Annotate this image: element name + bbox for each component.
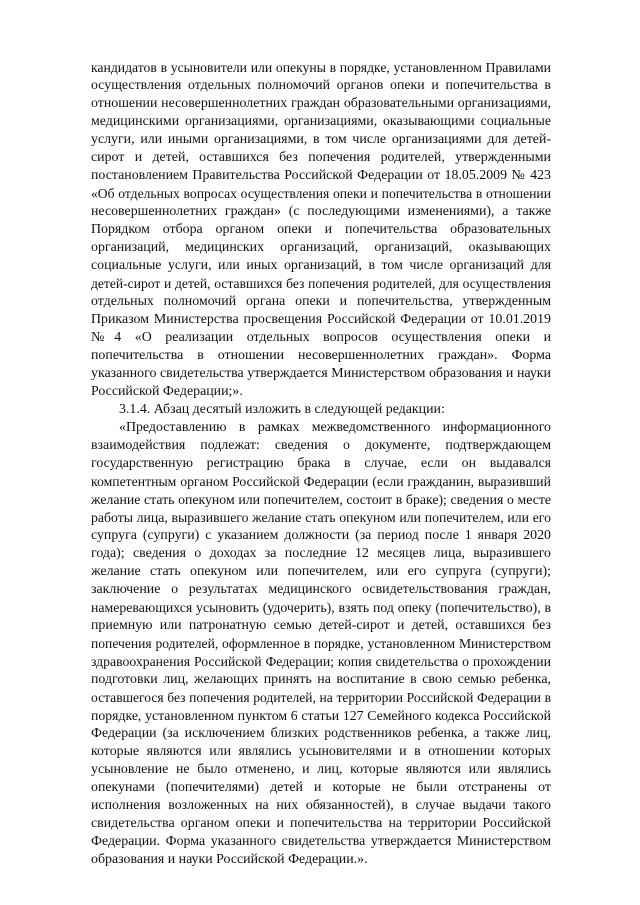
text-line: подготовки лиц, желающих принять на воспитание в свою семью ребенка, — [91, 672, 551, 687]
text-line: «Об отдельных вопросах осуществления опеки и попечительства в отношении — [91, 186, 551, 201]
text-line: образования и науки Российской Федерации.». — [91, 852, 368, 867]
text-line: детей-сирот и детей, оставшихся без попечения родителей, для осуществления — [91, 276, 551, 291]
text-line: сирот и детей, оставшихся без попечения родителей, утвержденными — [91, 150, 551, 165]
text-line: Федерации. Форма указанного свидетельства утверждается Министерством — [91, 834, 551, 849]
text-line: государственную регистрацию брака в случае, если он выдавался — [91, 456, 551, 471]
text-line: заключение о результатах медицинского освидетельствования граждан, — [91, 582, 551, 597]
text-line: опекунами (попечителями) детей и которые не были отстранены от — [91, 780, 551, 795]
text-line: супруга (супруги) с указанием должности (за период после 1 января 2020 — [91, 528, 551, 543]
text-line: намеревающихся усыновить (удочерить), взять под опеку (попечительство), в — [91, 600, 551, 615]
text-line: социальные услуги, или иных организаций, в том числе организаций для — [91, 258, 551, 273]
text-line: отдельных полномочий органа опеки и попечительства, утвержденным — [91, 294, 551, 309]
text-line: работы лица, выразившего желание стать опекуном или попечителем, или его — [91, 510, 551, 525]
text-line: взаимодействия подлежат: сведения о документе, подтверждающем — [91, 438, 551, 453]
text-line: компетентным органом Российской Федерации (если гражданин, выразивший — [91, 474, 551, 489]
text-line: Российской Федерации;». — [91, 384, 243, 399]
paragraph-new-wording — [91, 419, 551, 869]
text-line: «Предоставлению в рамках межведомственного информационного — [119, 420, 551, 435]
text-line: Приказом Министерства просвещения Российской Федерации от 10.01.2019 — [91, 312, 551, 327]
text-line: попечения родителей, оформленное в порядке, установленном Министерством — [91, 636, 551, 651]
text-line: года); сведения о доходах за последние 12 месяцев лица, выразившего — [91, 546, 551, 561]
amendment-heading — [91, 401, 551, 419]
section-heading: 3.1.4. Абзац десятый изложить в следующей редакции: — [119, 402, 445, 417]
text-line: исполнения возложенных на них обязанностей), в случае выдачи такого — [91, 798, 551, 813]
text-line: постановлением Правительства Российской Федерации от 18.05.2009 № 423 — [91, 168, 551, 183]
text-line: порядке, установленном пунктом 6 статьи 127 Семейного кодекса Российской — [91, 708, 551, 723]
text-line: попечительства в отношении несовершеннолетних граждан». Форма — [91, 348, 551, 363]
text-line: желание стать опекуном или попечителем, состоит в браке); сведения о месте — [91, 492, 551, 507]
text-line: которые являются или являлись усыновителями и в отношении которых — [91, 744, 551, 759]
text-line: здравоохранения Российской Федерации; копия свидетельства о прохождении — [91, 654, 551, 669]
text-line: осуществления отдельных полномочий органов опеки и попечительства в — [91, 78, 551, 93]
text-line: приемную или патронатную семью детей-сирот и детей, оставшихся без — [91, 618, 551, 633]
text-line: усыновление не было отменено, и лиц, которые являются или являлись — [91, 762, 551, 777]
text-line: услуги, или иными организациями, в том числе организациями для детей- — [91, 132, 551, 147]
text-line: №4 «О реализации отдельных вопросов осуществления опеки и — [91, 330, 551, 345]
text-line: кандидатов в усыновители или опекуны в порядке, установленном Правилами — [91, 60, 551, 75]
text-line: свидетельства органом опеки и попечительства на территории Российской — [91, 816, 551, 831]
text-line: отношении несовершеннолетних граждан образовательными организациями, — [91, 96, 551, 111]
text-line: Порядком отбора органом опеки и попечительства образовательных — [91, 222, 551, 237]
text-line: несовершеннолетних граждан» (с последующими изменениями), а также — [91, 204, 551, 219]
text-line: оставшегося без попечения родителей, на территории Российской Федерации в — [91, 690, 551, 705]
text-line: указанного свидетельства утверждается Министерством образования и науки — [91, 366, 551, 381]
text-line: Федерации (за исключением близких родственников ребенка, а также лиц, — [91, 726, 551, 741]
paragraph-continuation — [91, 59, 551, 401]
text-line: организаций, медицинских организаций, организаций, оказывающих — [91, 240, 551, 255]
text-line: желание стать опекуном или попечителем, или его супруга (супруги); — [91, 564, 551, 579]
text-line: медицинскими организациями, организациями, оказывающими социальные — [91, 114, 551, 129]
